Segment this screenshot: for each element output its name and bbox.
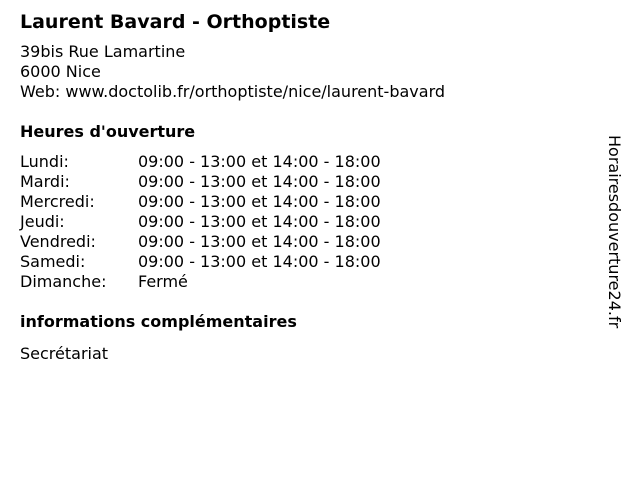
address-block bbox=[20, 42, 600, 102]
day-label: Vendredi: bbox=[20, 232, 96, 251]
time-range: Fermé bbox=[138, 272, 188, 291]
day-label: Dimanche: bbox=[20, 272, 107, 291]
day-label: Lundi: bbox=[20, 152, 69, 171]
time-range: 09:00 - 13:00 et 14:00 - 18:00 bbox=[138, 192, 381, 211]
day-label: Mardi: bbox=[20, 172, 70, 191]
hours-row-saturday bbox=[20, 252, 600, 272]
opening-hours-table bbox=[20, 152, 600, 292]
business-card bbox=[20, 8, 600, 364]
postal-city: 6000 Nice bbox=[20, 62, 101, 81]
hours-row-wednesday bbox=[20, 192, 600, 212]
additional-info-text: Secrétariat bbox=[20, 344, 109, 363]
hours-row-monday bbox=[20, 152, 600, 172]
hours-row-thursday bbox=[20, 212, 600, 232]
opening-hours-heading: Heures d'ouverture bbox=[20, 122, 196, 141]
site-watermark: Horairesdouverture24.fr bbox=[605, 135, 624, 329]
time-range: 09:00 - 13:00 et 14:00 - 18:00 bbox=[138, 152, 381, 171]
page-title: Laurent Bavard - Orthoptiste bbox=[20, 11, 331, 33]
day-label: Jeudi: bbox=[20, 212, 65, 231]
hours-row-friday bbox=[20, 232, 600, 252]
hours-row-tuesday bbox=[20, 172, 600, 192]
day-label: Samedi: bbox=[20, 252, 86, 271]
time-range: 09:00 - 13:00 et 14:00 - 18:00 bbox=[138, 212, 381, 231]
hours-row-sunday bbox=[20, 272, 600, 292]
time-range: 09:00 - 13:00 et 14:00 - 18:00 bbox=[138, 252, 381, 271]
additional-info-heading: informations complémentaires bbox=[20, 312, 297, 331]
time-range: 09:00 - 13:00 et 14:00 - 18:00 bbox=[138, 172, 381, 191]
street-address: 39bis Rue Lamartine bbox=[20, 42, 186, 61]
day-label: Mercredi: bbox=[20, 192, 95, 211]
time-range: 09:00 - 13:00 et 14:00 - 18:00 bbox=[138, 232, 381, 251]
website-text: Web: www.doctolib.fr/orthoptiste/nice/laurent-bavard bbox=[20, 82, 446, 101]
